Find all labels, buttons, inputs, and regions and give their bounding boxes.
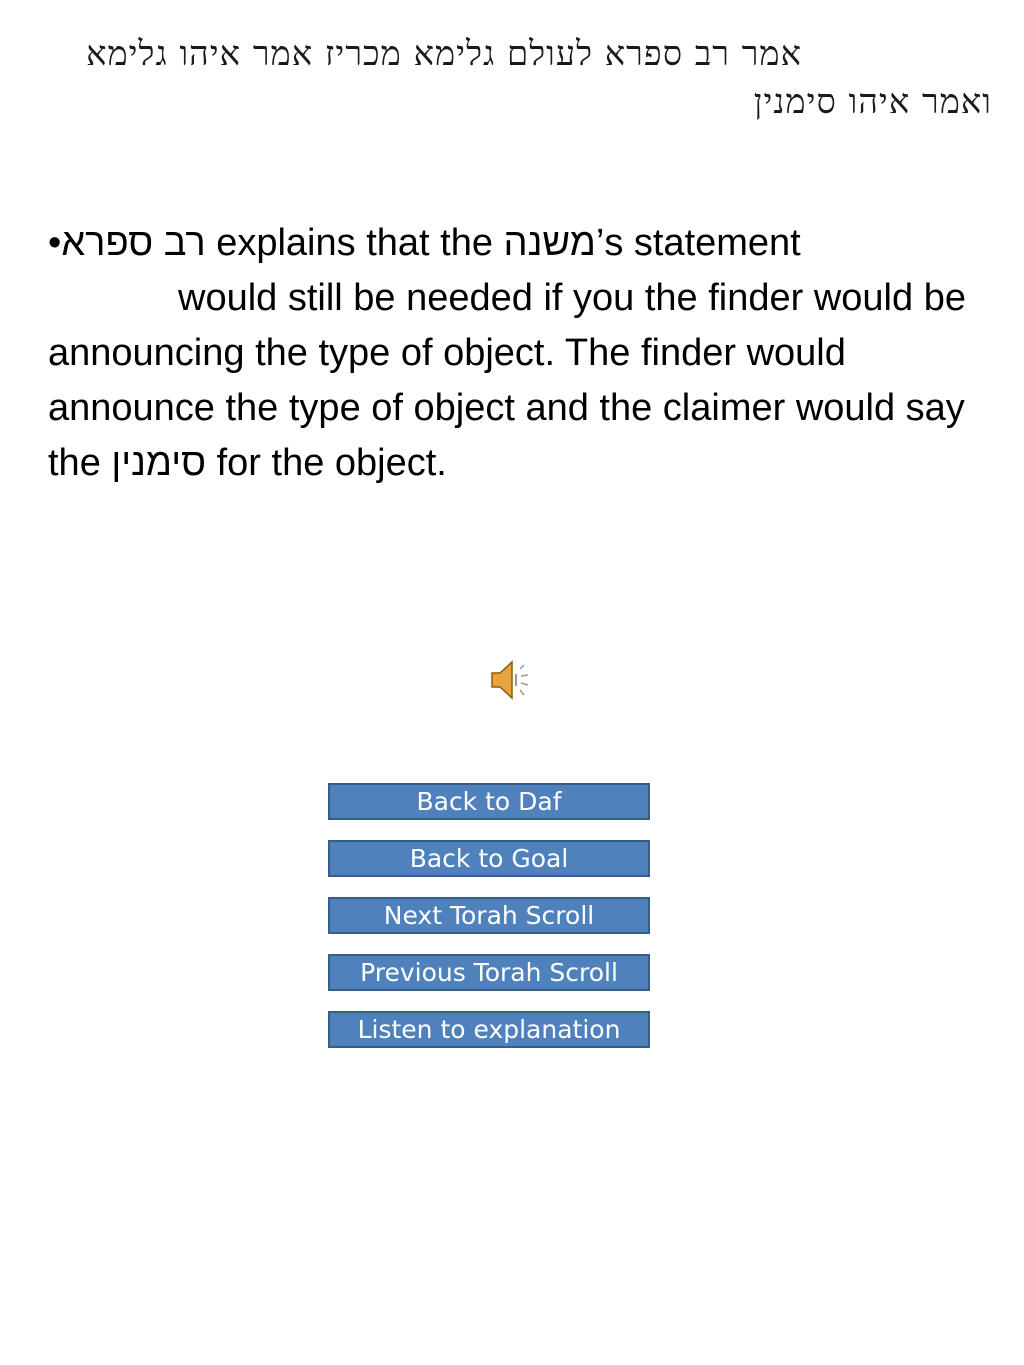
explanation-text-4: for the object.	[206, 442, 447, 484]
next-torah-scroll-button[interactable]: Next Torah Scroll	[328, 897, 650, 934]
hebrew-source-line-2: ואמר איהו סימנין	[753, 82, 992, 122]
explanation-text-2: ’s statement	[595, 222, 801, 264]
navigation-buttons	[328, 783, 650, 1068]
rav-safra-hebrew: רב ספרא	[61, 222, 206, 264]
simanin-hebrew: סימנין	[111, 442, 207, 484]
previous-torah-scroll-button[interactable]: Previous Torah Scroll	[328, 954, 650, 991]
explanation-text-3: would still be needed if you the finder would be announcing the type of object. The finder would announce the type of object and the claimer would say the	[48, 277, 966, 484]
speaker-icon[interactable]	[486, 656, 536, 704]
explanation-paragraph	[48, 216, 968, 491]
explanation-text-1: explains that the	[205, 222, 504, 264]
bullet: •	[48, 222, 62, 264]
back-to-goal-button[interactable]: Back to Goal	[328, 840, 650, 877]
back-to-daf-button[interactable]: Back to Daf	[328, 783, 650, 820]
listen-to-explanation-button[interactable]: Listen to explanation	[328, 1011, 650, 1048]
hebrew-source-line-1: אמר רב ספרא לעולם גלימא מכריז אמר איהו גלימא	[86, 34, 802, 74]
mishnah-hebrew: משנה	[503, 222, 596, 264]
